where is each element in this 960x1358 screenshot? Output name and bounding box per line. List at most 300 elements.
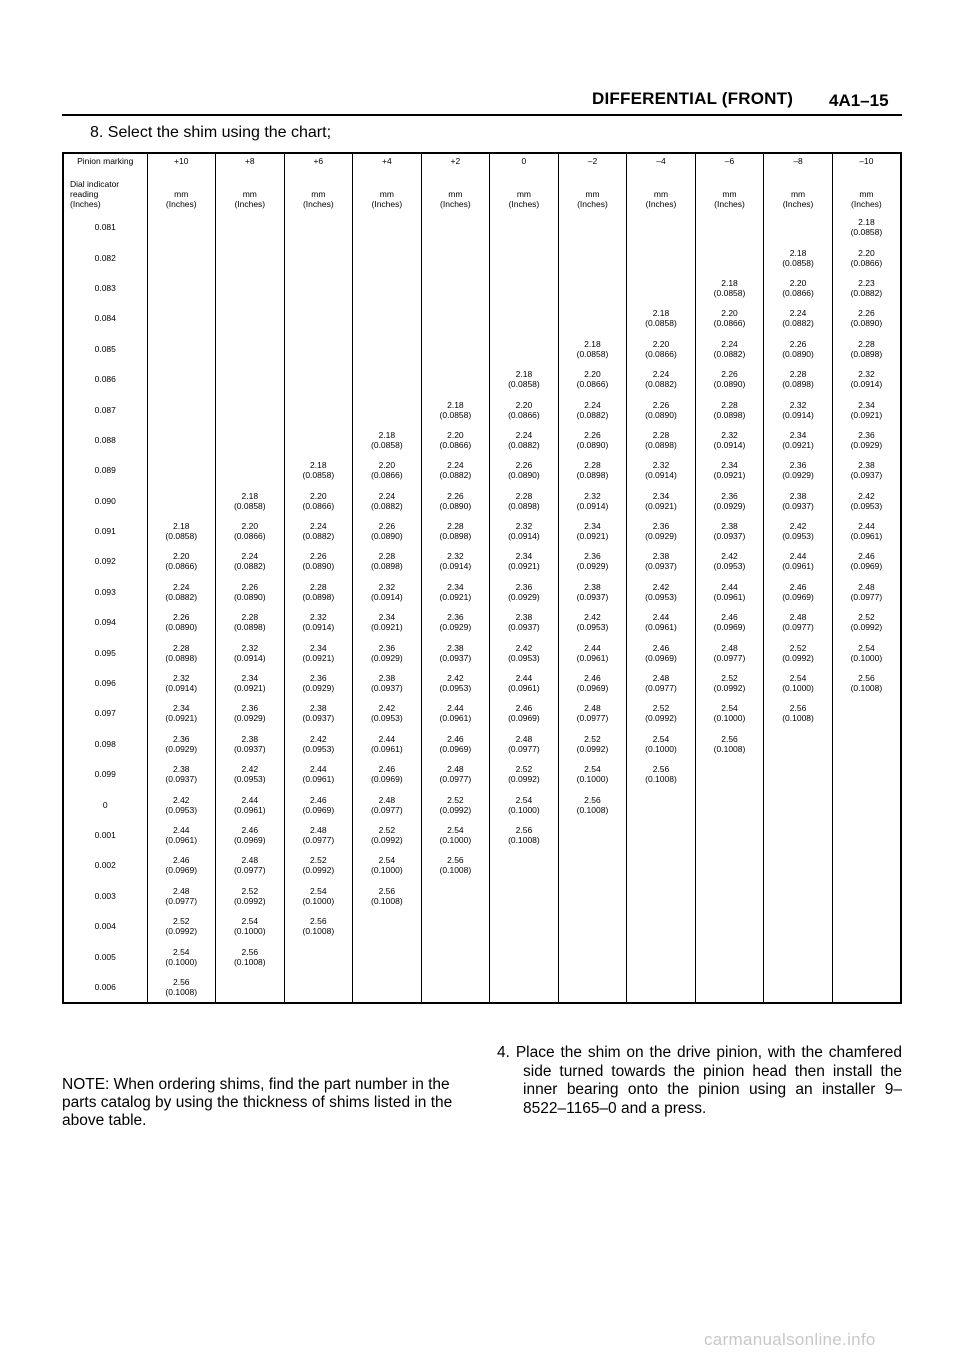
shim-cell: 2.56 (0.1008)	[695, 729, 764, 759]
shim-cell	[832, 820, 901, 850]
shim-cell: 2.54 (0.1000)	[695, 698, 764, 728]
shim-cell: 2.18 (0.0858)	[421, 394, 490, 424]
shim-cell	[627, 789, 696, 819]
shim-cell: 2.52 (0.0992)	[490, 759, 559, 789]
shim-cell: 2.36 (0.0929)	[216, 698, 285, 728]
shim-cell: 2.44 (0.0961)	[421, 698, 490, 728]
shim-cell: 2.44 (0.0961)	[832, 516, 901, 546]
unit-header: mm (Inches)	[284, 169, 353, 212]
table-row	[63, 729, 901, 759]
shim-cell: 2.54 (0.1000)	[627, 729, 696, 759]
shim-cell	[832, 881, 901, 911]
shim-cell: 2.34 (0.0921)	[216, 668, 285, 698]
shim-cell	[284, 273, 353, 303]
shim-cell	[490, 941, 559, 971]
shim-cell: 2.46 (0.0969)	[353, 759, 422, 789]
shim-cell: 2.20 (0.0866)	[558, 364, 627, 394]
table-row	[63, 486, 901, 516]
marking-header: –2	[558, 153, 627, 169]
shim-cell	[764, 941, 833, 971]
shim-cell: 2.38 (0.0937)	[421, 637, 490, 667]
shim-cell	[695, 850, 764, 880]
shim-cell: 2.44 (0.0961)	[147, 820, 216, 850]
table-row	[63, 637, 901, 667]
shim-cell: 2.42 (0.0953)	[284, 729, 353, 759]
table-row	[63, 546, 901, 576]
table-row	[63, 820, 901, 850]
shim-cell	[832, 698, 901, 728]
shim-cell: 2.48 (0.0977)	[147, 881, 216, 911]
note-paragraph: NOTE: When ordering shims, find the part number in the parts catalog by using the thickness of shims listed in the above table.	[62, 1076, 453, 1129]
unit-header: mm (Inches)	[353, 169, 422, 212]
dial-reading-cell: 0.003	[94, 890, 116, 901]
dial-reading-cell: 0.092	[94, 556, 116, 567]
shim-cell: 2.46 (0.0969)	[216, 820, 285, 850]
shim-cell: 2.48 (0.0977)	[216, 850, 285, 880]
unit-header: mm (Inches)	[764, 169, 833, 212]
shim-cell	[421, 972, 490, 1003]
shim-cell: 2.38 (0.0937)	[147, 759, 216, 789]
shim-cell: 2.52 (0.0992)	[558, 729, 627, 759]
shim-cell: 2.38 (0.0937)	[558, 577, 627, 607]
shim-cell: 2.46 (0.0969)	[558, 668, 627, 698]
shim-cell	[147, 425, 216, 455]
shim-cell	[284, 212, 353, 242]
shim-cell	[764, 759, 833, 789]
shim-cell	[216, 364, 285, 394]
shim-cell: 2.34 (0.0921)	[627, 486, 696, 516]
shim-cell: 2.32 (0.0914)	[695, 425, 764, 455]
shim-cell: 2.24 (0.0882)	[216, 546, 285, 576]
shim-cell: 2.18 (0.0858)	[832, 212, 901, 242]
shim-cell	[490, 212, 559, 242]
shim-cell	[627, 911, 696, 941]
shim-cell: 2.56 (0.1008)	[284, 911, 353, 941]
shim-cell: 2.32 (0.0914)	[764, 394, 833, 424]
shim-cell: 2.56 (0.1008)	[216, 941, 285, 971]
shim-cell	[558, 881, 627, 911]
shim-cell	[421, 941, 490, 971]
shim-cell	[764, 729, 833, 759]
watermark: carmanualsonline.info	[704, 1330, 876, 1349]
shim-cell	[216, 425, 285, 455]
shim-cell	[353, 972, 422, 1003]
shim-cell: 2.48 (0.0977)	[832, 577, 901, 607]
dial-reading-cell: 0.096	[94, 678, 116, 689]
marking-header: +10	[147, 153, 216, 169]
shim-cell: 2.26 (0.0890)	[216, 577, 285, 607]
shim-cell: 2.52 (0.0992)	[627, 698, 696, 728]
shim-cell: 2.20 (0.0866)	[490, 394, 559, 424]
shim-cell	[832, 759, 901, 789]
shim-cell: 2.20 (0.0866)	[147, 546, 216, 576]
table-row	[63, 668, 901, 698]
marking-header: +2	[421, 153, 490, 169]
shim-cell: 2.52 (0.0992)	[695, 668, 764, 698]
dial-reading-cell: 0.002	[94, 860, 116, 871]
shim-cell: 2.38 (0.0937)	[695, 516, 764, 546]
dial-reading-cell: 0.089	[94, 465, 116, 476]
shim-cell	[490, 911, 559, 941]
shim-cell	[353, 941, 422, 971]
shim-cell	[695, 820, 764, 850]
shim-cell: 2.24 (0.0882)	[695, 334, 764, 364]
shim-cell	[216, 242, 285, 272]
shim-cell: 2.46 (0.0969)	[284, 789, 353, 819]
shim-cell	[216, 273, 285, 303]
shim-cell: 2.38 (0.0937)	[764, 486, 833, 516]
shim-cell: 2.46 (0.0969)	[421, 729, 490, 759]
table-body	[63, 212, 901, 1003]
shim-cell	[284, 364, 353, 394]
shim-cell: 2.24 (0.0882)	[764, 303, 833, 333]
header-divider	[62, 114, 902, 116]
shim-cell: 2.42 (0.0953)	[695, 546, 764, 576]
shim-cell	[695, 212, 764, 242]
shim-cell	[695, 759, 764, 789]
shim-cell: 2.36 (0.0929)	[421, 607, 490, 637]
shim-cell: 2.20 (0.0866)	[832, 242, 901, 272]
shim-cell	[764, 789, 833, 819]
shim-cell	[216, 303, 285, 333]
marking-header: +4	[353, 153, 422, 169]
shim-cell	[764, 881, 833, 911]
dial-reading-cell: 0.098	[94, 738, 116, 749]
table-row	[63, 607, 901, 637]
shim-cell: 2.28 (0.0898)	[695, 394, 764, 424]
shim-cell	[353, 212, 422, 242]
shim-cell: 2.24 (0.0882)	[147, 577, 216, 607]
shim-cell	[558, 303, 627, 333]
shim-cell: 2.32 (0.0914)	[284, 607, 353, 637]
shim-cell	[147, 212, 216, 242]
shim-cell	[695, 941, 764, 971]
step-8-instruction: 8. Select the shim using the chart;	[90, 124, 332, 141]
shim-cell: 2.38 (0.0937)	[284, 698, 353, 728]
shim-cell: 2.52 (0.0992)	[764, 637, 833, 667]
shim-cell: 2.54 (0.1000)	[284, 881, 353, 911]
shim-cell	[627, 212, 696, 242]
shim-cell	[147, 486, 216, 516]
shim-cell: 2.56 (0.1008)	[764, 698, 833, 728]
unit-header: mm (Inches)	[490, 169, 559, 212]
shim-cell	[832, 850, 901, 880]
shim-cell: 2.20 (0.0866)	[353, 455, 422, 485]
shim-cell: 2.20 (0.0866)	[421, 425, 490, 455]
shim-cell: 2.36 (0.0929)	[353, 637, 422, 667]
shim-cell	[353, 334, 422, 364]
shim-cell: 2.48 (0.0977)	[558, 698, 627, 728]
unit-header: mm (Inches)	[832, 169, 901, 212]
shim-cell	[627, 941, 696, 971]
table-row	[63, 425, 901, 455]
shim-cell	[832, 972, 901, 1003]
table-row	[63, 789, 901, 819]
dial-reading-cell: 0.004	[94, 921, 116, 932]
shim-cell: 2.48 (0.0977)	[421, 759, 490, 789]
shim-cell: 2.42 (0.0953)	[353, 698, 422, 728]
unit-header: mm (Inches)	[695, 169, 764, 212]
shim-cell: 2.18 (0.0858)	[147, 516, 216, 546]
shim-cell	[284, 242, 353, 272]
shim-cell: 2.44 (0.0961)	[284, 759, 353, 789]
shim-cell	[558, 212, 627, 242]
shim-cell: 2.48 (0.0977)	[284, 820, 353, 850]
shim-cell: 2.52 (0.0992)	[216, 881, 285, 911]
shim-cell	[421, 334, 490, 364]
step-4-text: Place the shim on the drive pinion, with the chamfered side turned towards the pinion head then install the inner bearing onto the pinion using an installer 9–8522–1165–0 and a press.	[515, 1044, 902, 1117]
shim-cell	[216, 394, 285, 424]
shim-cell	[216, 212, 285, 242]
shim-cell: 2.26 (0.0890)	[832, 303, 901, 333]
dial-reading-cell: 0.081	[94, 222, 116, 233]
unit-header: mm (Inches)	[558, 169, 627, 212]
shim-cell	[627, 972, 696, 1003]
shim-cell: 2.18 (0.0858)	[216, 486, 285, 516]
page-number: 4A1–15	[829, 91, 889, 110]
dial-reading-cell: 0.094	[94, 617, 116, 628]
shim-cell: 2.20 (0.0866)	[284, 486, 353, 516]
shim-cell: 2.32 (0.0914)	[147, 668, 216, 698]
marking-header: +8	[216, 153, 285, 169]
shim-cell	[627, 242, 696, 272]
shim-cell: 2.20 (0.0866)	[627, 334, 696, 364]
shim-cell	[421, 242, 490, 272]
shim-cell: 2.34 (0.0921)	[284, 637, 353, 667]
shim-cell	[421, 212, 490, 242]
shim-cell	[490, 334, 559, 364]
shim-cell	[627, 881, 696, 911]
table-row	[63, 242, 901, 272]
shim-cell: 2.44 (0.0961)	[558, 637, 627, 667]
shim-cell: 2.32 (0.0914)	[627, 455, 696, 485]
shim-cell	[216, 972, 285, 1003]
shim-cell	[558, 911, 627, 941]
shim-cell: 2.26 (0.0890)	[490, 455, 559, 485]
shim-cell: 2.34 (0.0921)	[421, 577, 490, 607]
shim-cell: 2.32 (0.0914)	[421, 546, 490, 576]
shim-cell: 2.54 (0.1000)	[353, 850, 422, 880]
shim-cell: 2.38 (0.0937)	[216, 729, 285, 759]
table-row	[63, 972, 901, 1003]
shim-cell	[695, 972, 764, 1003]
unit-header: mm (Inches)	[147, 169, 216, 212]
shim-cell	[764, 212, 833, 242]
shim-cell: 2.20 (0.0866)	[695, 303, 764, 333]
shim-cell	[353, 303, 422, 333]
marking-header: 0	[490, 153, 559, 169]
shim-cell: 2.44 (0.0961)	[764, 546, 833, 576]
shim-cell: 2.26 (0.0890)	[764, 334, 833, 364]
table-row	[63, 516, 901, 546]
shim-cell: 2.56 (0.1008)	[627, 759, 696, 789]
table-row	[63, 881, 901, 911]
shim-cell: 2.48 (0.0977)	[627, 668, 696, 698]
shim-cell	[353, 911, 422, 941]
table-row	[63, 759, 901, 789]
shim-cell: 2.52 (0.0992)	[284, 850, 353, 880]
shim-cell: 2.24 (0.0882)	[421, 455, 490, 485]
shim-cell: 2.28 (0.0898)	[216, 607, 285, 637]
shim-cell: 2.44 (0.0961)	[490, 668, 559, 698]
shim-cell: 2.56 (0.1008)	[490, 820, 559, 850]
shim-cell: 2.18 (0.0858)	[764, 242, 833, 272]
shim-cell: 2.28 (0.0898)	[147, 637, 216, 667]
shim-cell: 2.28 (0.0898)	[284, 577, 353, 607]
shim-cell	[764, 911, 833, 941]
dial-reading-cell: 0.087	[94, 404, 116, 415]
shim-cell	[764, 850, 833, 880]
shim-cell: 2.28 (0.0898)	[558, 455, 627, 485]
table-header-row-markings	[63, 153, 901, 169]
shim-cell: 2.28 (0.0898)	[627, 425, 696, 455]
shim-cell: 2.26 (0.0890)	[695, 364, 764, 394]
step-4-number: 4.	[497, 1044, 510, 1061]
shim-cell: 2.44 (0.0961)	[353, 729, 422, 759]
dial-reading-cell: 0.086	[94, 374, 116, 385]
shim-cell	[490, 850, 559, 880]
shim-cell: 2.48 (0.0977)	[490, 729, 559, 759]
shim-cell: 2.36 (0.0929)	[147, 729, 216, 759]
shim-cell: 2.42 (0.0953)	[490, 637, 559, 667]
shim-cell	[421, 303, 490, 333]
shim-cell: 2.34 (0.0921)	[353, 607, 422, 637]
shim-cell: 2.32 (0.0914)	[490, 516, 559, 546]
shim-cell	[558, 972, 627, 1003]
dial-reading-cell: 0.006	[94, 981, 116, 992]
shim-cell: 2.44 (0.0961)	[216, 789, 285, 819]
shim-cell	[284, 303, 353, 333]
shim-cell	[421, 273, 490, 303]
shim-cell	[147, 394, 216, 424]
dial-reading-cell: 0.084	[94, 313, 116, 324]
shim-cell	[764, 972, 833, 1003]
shim-cell: 2.28 (0.0898)	[421, 516, 490, 546]
shim-cell: 2.24 (0.0882)	[627, 364, 696, 394]
shim-cell: 2.54 (0.1000)	[558, 759, 627, 789]
shim-cell	[832, 911, 901, 941]
shim-cell	[490, 303, 559, 333]
shim-cell	[627, 850, 696, 880]
section-title: DIFFERENTIAL (FRONT)	[592, 89, 794, 108]
shim-cell: 2.34 (0.0921)	[490, 546, 559, 576]
shim-cell: 2.26 (0.0890)	[147, 607, 216, 637]
shim-cell: 2.26 (0.0890)	[558, 425, 627, 455]
shim-cell	[832, 941, 901, 971]
shim-cell	[353, 273, 422, 303]
shim-cell	[147, 242, 216, 272]
shim-cell: 2.36 (0.0929)	[558, 546, 627, 576]
shim-cell: 2.46 (0.0969)	[147, 850, 216, 880]
shim-cell: 2.46 (0.0969)	[490, 698, 559, 728]
shim-cell: 2.34 (0.0921)	[764, 425, 833, 455]
shim-cell: 2.56 (0.1008)	[832, 668, 901, 698]
shim-cell: 2.24 (0.0882)	[284, 516, 353, 546]
shim-cell: 2.36 (0.0929)	[490, 577, 559, 607]
shim-cell	[832, 729, 901, 759]
shim-cell	[627, 820, 696, 850]
shim-cell: 2.20 (0.0866)	[216, 516, 285, 546]
shim-cell	[216, 455, 285, 485]
dial-reading-cell: 0.099	[94, 769, 116, 780]
shim-cell	[284, 394, 353, 424]
dial-reading-cell: 0.091	[94, 526, 116, 537]
step-4-instruction	[497, 1044, 902, 1118]
dial-reading-cell: 0.097	[94, 708, 116, 719]
marking-header: –6	[695, 153, 764, 169]
shim-cell	[421, 364, 490, 394]
table-row	[63, 334, 901, 364]
shim-cell	[284, 334, 353, 364]
table-row	[63, 698, 901, 728]
shim-cell: 2.44 (0.0961)	[627, 607, 696, 637]
shim-cell	[764, 820, 833, 850]
table-row	[63, 273, 901, 303]
shim-cell: 2.18 (0.0858)	[490, 364, 559, 394]
shim-cell: 2.34 (0.0921)	[558, 516, 627, 546]
shim-cell: 2.52 (0.0992)	[832, 607, 901, 637]
shim-cell	[147, 303, 216, 333]
table-row	[63, 911, 901, 941]
shim-cell: 2.54 (0.1000)	[216, 911, 285, 941]
table-row	[63, 364, 901, 394]
shim-cell	[490, 881, 559, 911]
shim-cell: 2.46 (0.0969)	[832, 546, 901, 576]
unit-header: mm (Inches)	[627, 169, 696, 212]
shim-cell	[353, 242, 422, 272]
shim-cell: 2.46 (0.0969)	[695, 607, 764, 637]
shim-cell: 2.54 (0.1000)	[832, 637, 901, 667]
table-row	[63, 394, 901, 424]
dial-reading-cell: 0.083	[94, 282, 116, 293]
shim-cell: 2.32 (0.0914)	[353, 577, 422, 607]
shim-cell: 2.28 (0.0898)	[764, 364, 833, 394]
shim-cell	[147, 455, 216, 485]
shim-cell	[147, 334, 216, 364]
shim-cell: 2.32 (0.0914)	[216, 637, 285, 667]
shim-cell: 2.18 (0.0858)	[695, 273, 764, 303]
shim-cell: 2.36 (0.0929)	[627, 516, 696, 546]
shim-cell: 2.46 (0.0969)	[627, 637, 696, 667]
table-row	[63, 303, 901, 333]
table-row	[63, 941, 901, 971]
marking-header: –4	[627, 153, 696, 169]
shim-cell	[558, 242, 627, 272]
shim-cell: 2.18 (0.0858)	[558, 334, 627, 364]
shim-cell: 2.36 (0.0929)	[764, 455, 833, 485]
shim-cell	[284, 941, 353, 971]
shim-cell: 2.36 (0.0929)	[695, 486, 764, 516]
shim-cell	[353, 364, 422, 394]
shim-cell: 2.48 (0.0977)	[764, 607, 833, 637]
shim-cell: 2.26 (0.0890)	[353, 516, 422, 546]
shim-cell: 2.56 (0.1008)	[421, 850, 490, 880]
shim-cell: 2.36 (0.0929)	[284, 668, 353, 698]
shim-cell: 2.42 (0.0953)	[832, 486, 901, 516]
marking-header: –8	[764, 153, 833, 169]
dial-reading-cell: 0.001	[94, 830, 116, 840]
unit-header: mm (Inches)	[216, 169, 285, 212]
dial-reading-cell: 0.085	[94, 343, 116, 354]
shim-cell: 2.56 (0.1008)	[147, 972, 216, 1003]
marking-header: –10	[832, 153, 901, 169]
shim-cell	[558, 941, 627, 971]
shim-cell: 2.44 (0.0961)	[695, 577, 764, 607]
shim-cell: 2.54 (0.1000)	[490, 789, 559, 819]
shim-cell: 2.34 (0.0921)	[832, 394, 901, 424]
shim-cell: 2.26 (0.0890)	[284, 546, 353, 576]
shim-cell: 2.28 (0.0898)	[832, 334, 901, 364]
